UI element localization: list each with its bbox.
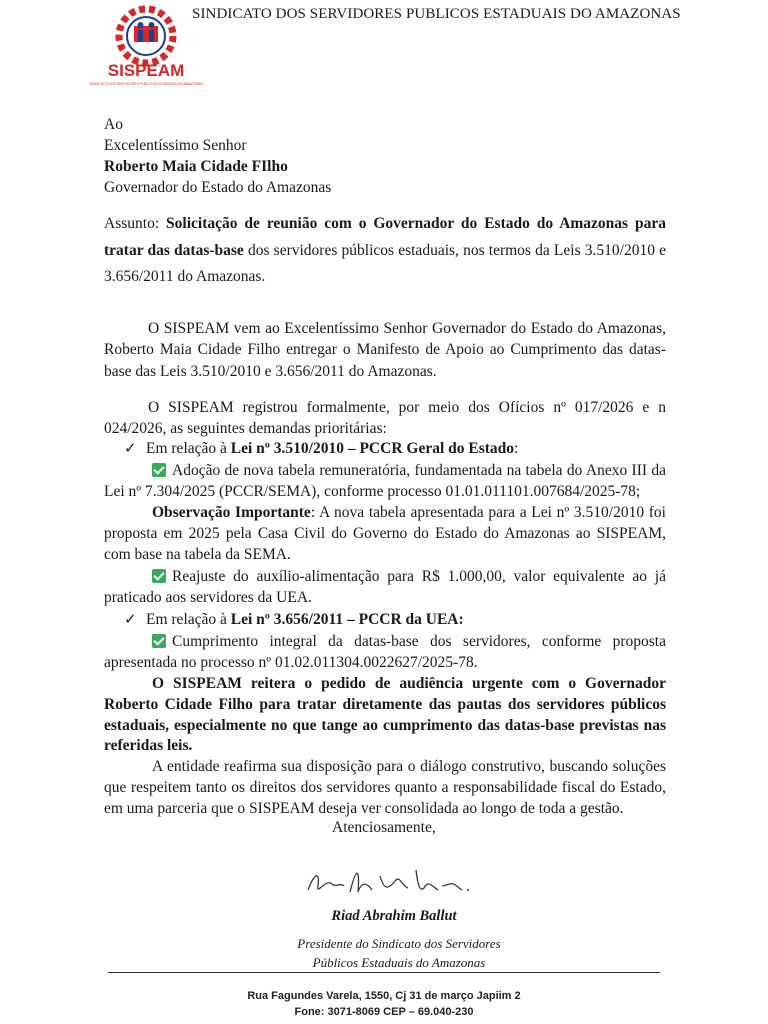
law2-prefix: Em relação à xyxy=(146,611,231,628)
subject-label: Assunto: xyxy=(104,215,167,232)
observation-text: : A nova tabela apresentada para a Lei nº 3.510/2010 foi proposta em 2025 pela Casa Civil do Governo do Estado do Amazonas ao SISPEAM, com base na tabela da SEMA. xyxy=(104,504,666,563)
observation-paragraph xyxy=(104,503,666,565)
sispeam-logo xyxy=(89,6,203,90)
green-checkbox-icon xyxy=(152,569,166,583)
signatory-role-line1: Presidente do Sindicato dos Servidores xyxy=(297,936,501,951)
law2-heading xyxy=(124,610,664,631)
signatory-name: Riad Abrahim Ballut xyxy=(331,908,457,924)
paragraph-urgent-request: O SISPEAM reitera o pedido de audiência urgente com o Governador Roberto Cidade Filho para tratar diretamente das pautas dos servidores públicos estaduais, especialmente no que tange ao cumprimento das datas-base previstas nas referidas leis. xyxy=(104,675,666,755)
address-salutation: Excelentíssimo Senhor xyxy=(104,137,247,154)
law1-suffix: : xyxy=(514,440,519,457)
checkmark-icon: ✓ xyxy=(124,612,137,628)
demand-item-1 xyxy=(104,461,666,503)
law1-heading xyxy=(124,439,664,460)
paragraph-demands: O SISPEAM registrou formalmente, por meio dos Ofícios nº 017/2026 e n 024/2026, as seguintes demandas prioritárias: xyxy=(104,399,666,437)
demand-item-3-text: Cumprimento integral da datas-base dos servidores, conforme proposta apresentada no processo nº 01.02.011304.0022627/2025-78. xyxy=(104,633,666,671)
footer-address: Rua Fagundes Varela, 1550, Cj 31 de março Japiim 2 xyxy=(247,990,521,1002)
closing-salutation: Atenciosamente, xyxy=(332,819,436,836)
signatory-role-line2: Públicos Estaduais do Amazonas xyxy=(312,955,486,970)
law1-title: Lei nº 3.510/2010 – PCCR Geral do Estado xyxy=(230,440,515,457)
law1-prefix: Em relação à xyxy=(146,440,231,457)
logo-subtext: SINDICATO DOS SERVIDORES PÚBLICOS ESTADUAIS DO AMAZONAS xyxy=(89,82,203,86)
address-line-ao: Ao xyxy=(104,116,123,133)
demand-item-2 xyxy=(104,567,666,609)
paragraph-closing: A entidade reafirma sua disposição para o diálogo construtivo, buscando soluções que respeitem tanto os direitos dos servidores quanto a responsabilidade fiscal do Estado, em uma parceria que o SISPEAM deseja ver consolidada ao longo de toda a gestão. xyxy=(104,758,666,817)
logo-text: SISPEAM xyxy=(107,61,185,80)
logo-emblem-icon xyxy=(89,6,203,90)
demand-item-1-text: Adoção de nova tabela remuneratória, fundamentada na tabela do Anexo III da Lei nº 7.304/2025 (PCCR/SEMA), conforme processo 01.01.011101.007684/2025-78; xyxy=(104,462,666,500)
subject-rest: dos servidores públicos estaduais, nos termos da Leis 3.510/2010 e 3.656/2011 do Amazonas. xyxy=(104,241,666,285)
paragraph-intro: O SISPEAM vem ao Excelentíssimo Senhor Governador do Estado do Amazonas, Roberto Maia Cidade Filho entregar o Manifesto de Apoio ao Cumprimento das datas-base das Leis 3.510/2010 e 3.656/2011 do Amazonas. xyxy=(104,320,666,380)
demand-item-3 xyxy=(104,632,666,674)
recipient-title: Governador do Estado do Amazonas xyxy=(104,179,332,196)
law2-title: Lei nº 3.656/2011 – PCCR da UEA: xyxy=(230,611,464,628)
footer-contact: Fone: 3071-8069 CEP – 69.040-230 xyxy=(294,1006,474,1018)
demand-item-2-text: Reajuste do auxílio-alimentação para R$ 1.000,00, valor equivalente ao já praticado aos servidores da UEA. xyxy=(104,568,666,606)
green-checkbox-icon xyxy=(152,463,166,477)
footer-divider xyxy=(108,972,660,973)
green-checkbox-icon xyxy=(152,634,166,648)
observation-label: Observação Importante xyxy=(152,504,311,521)
subject-paragraph xyxy=(104,211,666,291)
checkmark-icon: ✓ xyxy=(124,441,137,457)
recipient-name: Roberto Maia Cidade FIlho xyxy=(104,158,288,175)
organization-header: SINDICATO DOS SERVIDORES PUBLICOS ESTADUAIS DO AMAZONAS xyxy=(192,6,681,22)
subject-bold: Solicitação de reunião com o Governador do Estado do Amazonas para tratar das datas-base xyxy=(104,215,666,259)
handwritten-signature xyxy=(300,856,480,906)
